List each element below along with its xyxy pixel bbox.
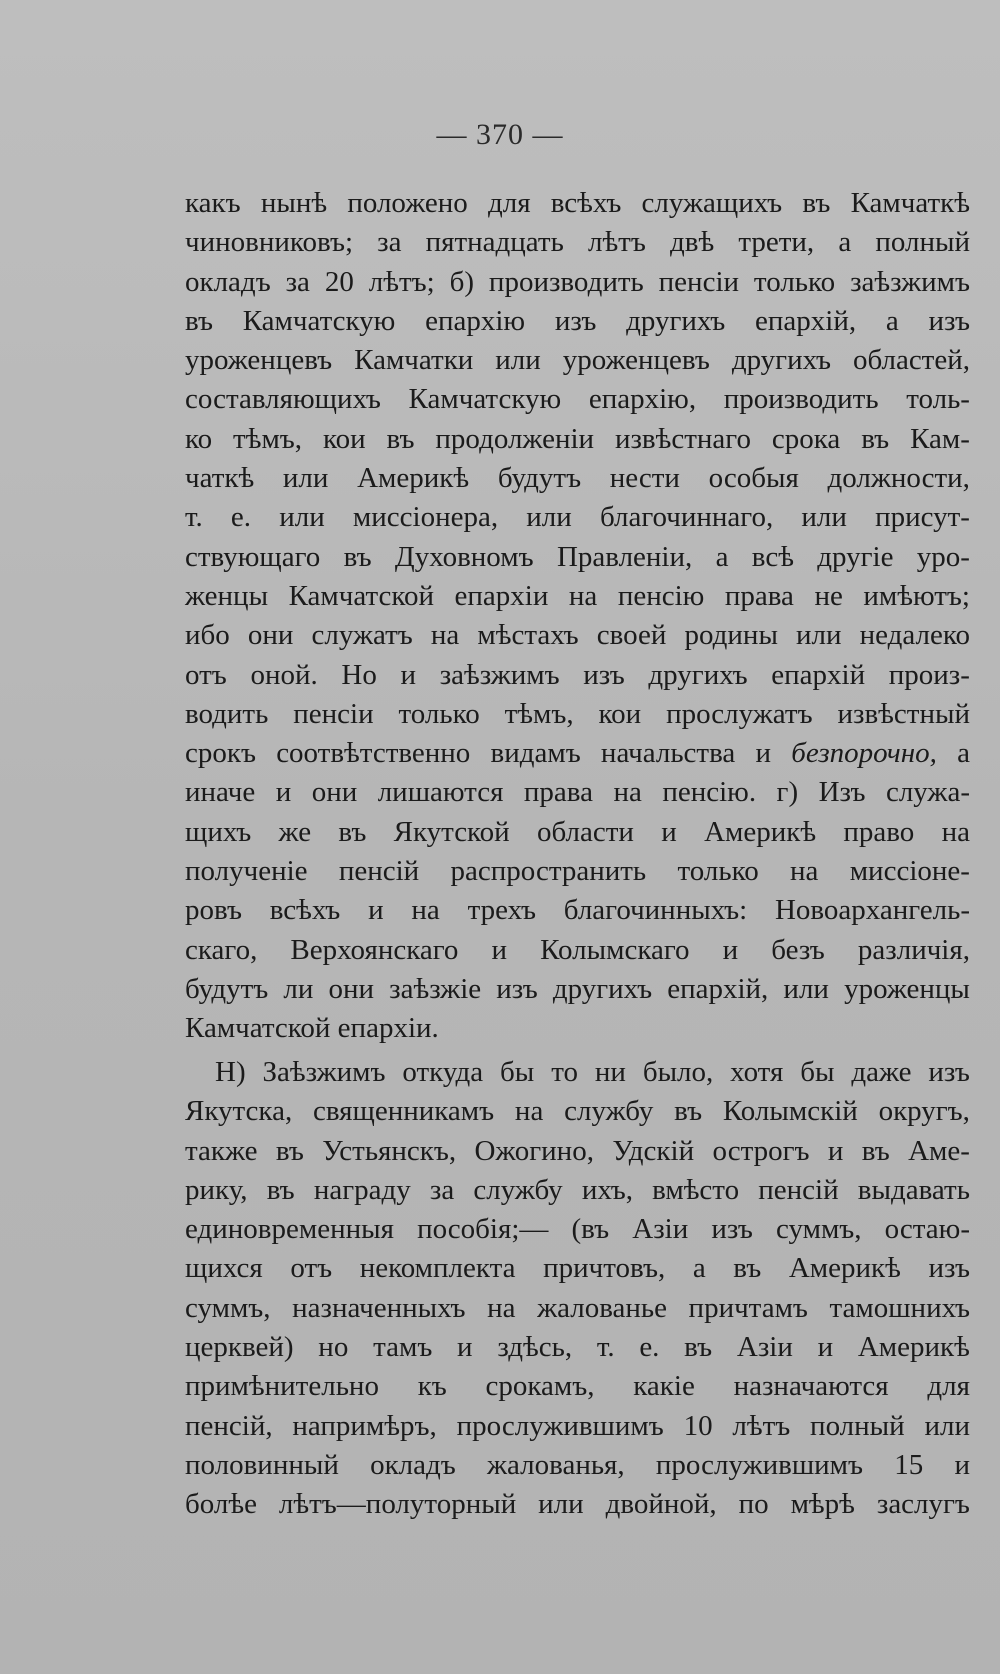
text-line: Н) Заѣзжимъ откуда бы то ни было, хотя бы даже изъ	[215, 1056, 970, 1088]
text-line: Якутска, священникамъ на службу въ Колымскій округъ,	[185, 1095, 970, 1128]
text-line: болѣе лѣтъ—полуторный или двойной, по мѣрѣ заслугъ	[185, 1488, 970, 1521]
text-line: т. е. или миссіонера, или благочиннаго, или присут-	[185, 501, 970, 534]
text-line: женцы Камчатской епархіи на пенсію права не имѣютъ;	[185, 579, 970, 612]
text-line: Камчатской епархіи.	[185, 1012, 439, 1045]
text-line: полученіе пенсій распространить только на миссіоне-	[185, 855, 970, 888]
text-line: составляющихъ Камчатскую епархію, производить толь-	[185, 383, 970, 416]
text-line: половинный окладъ жалованья, прослужившимъ 15 и	[185, 1448, 970, 1481]
paragraph-2	[185, 1053, 970, 1525]
text-line: ровъ всѣхъ и на трехъ благочинныхъ: Новоархангель-	[185, 894, 970, 927]
paragraph-1	[185, 184, 970, 1049]
text-line: чиновниковъ; за пятнадцать лѣтъ двѣ трети, а полный	[185, 226, 970, 259]
italic-word: безпорочно,	[791, 737, 937, 770]
text-line: ствующаго въ Духовномъ Правленіи, а всѣ другіе уро-	[185, 540, 970, 573]
text-line: суммъ, назначенныхъ на жалованье причтамъ тамошнихъ	[185, 1291, 970, 1324]
text-line: щихъ же въ Якутской области и Америкѣ право на	[185, 815, 970, 848]
text-line: щихся отъ некомплекта причтовъ, а въ Америкѣ изъ	[185, 1252, 970, 1285]
text-line: какъ нынѣ положено для всѣхъ служащихъ въ Камчаткѣ	[185, 187, 970, 219]
text-line: въ Камчатскую епархію изъ другихъ епархій, а изъ	[185, 304, 970, 337]
text-line: пенсій, напримѣръ, прослужившимъ 10 лѣтъ полный или	[185, 1409, 970, 1442]
text-line: единовременныя пособія;— (въ Азіи изъ суммъ, остаю-	[185, 1213, 970, 1246]
text-line: срокъ соотвѣтственно видамъ начальства и безпорочно, а	[185, 734, 970, 773]
text-line: уроженцевъ Камчатки или уроженцевъ другихъ областей,	[185, 344, 970, 377]
text-line: окладъ за 20 лѣтъ; б) производить пенсіи только заѣзжимъ	[185, 265, 970, 298]
text-line: примѣнительно къ срокамъ, какіе назначаются для	[185, 1370, 970, 1403]
text-line: ибо они служатъ на мѣстахъ своей родины или недалеко	[185, 619, 970, 652]
text-line: также въ Устьянскъ, Ожогино, Удскій острогъ и въ Аме-	[185, 1134, 970, 1167]
text-line: рику, въ награду за службу ихъ, вмѣсто пенсій выдавать	[185, 1173, 970, 1206]
text-line: ко тѣмъ, кои въ продолженіи извѣстнаго срока въ Кам-	[185, 422, 970, 455]
page-number: — 370 —	[436, 118, 564, 151]
text-line: чаткѣ или Америкѣ будутъ нести особыя должности,	[185, 462, 970, 495]
text-line: скаго, Верхоянскаго и Колымскаго и безъ различія,	[185, 933, 970, 966]
text-line: отъ оной. Но и заѣзжимъ изъ другихъ епархій произ-	[185, 658, 970, 691]
text-line: иначе и они лишаются права на пенсію. г) Изъ служа-	[185, 776, 970, 809]
text-line: водить пенсіи только тѣмъ, кои прослужатъ извѣстный	[185, 697, 970, 730]
text-line: церквей) но тамъ и здѣсь, т. е. въ Азіи и Америкѣ	[185, 1331, 970, 1364]
text-line: будутъ ли они заѣзжіе изъ другихъ епархій, или уроженцы	[185, 972, 970, 1005]
